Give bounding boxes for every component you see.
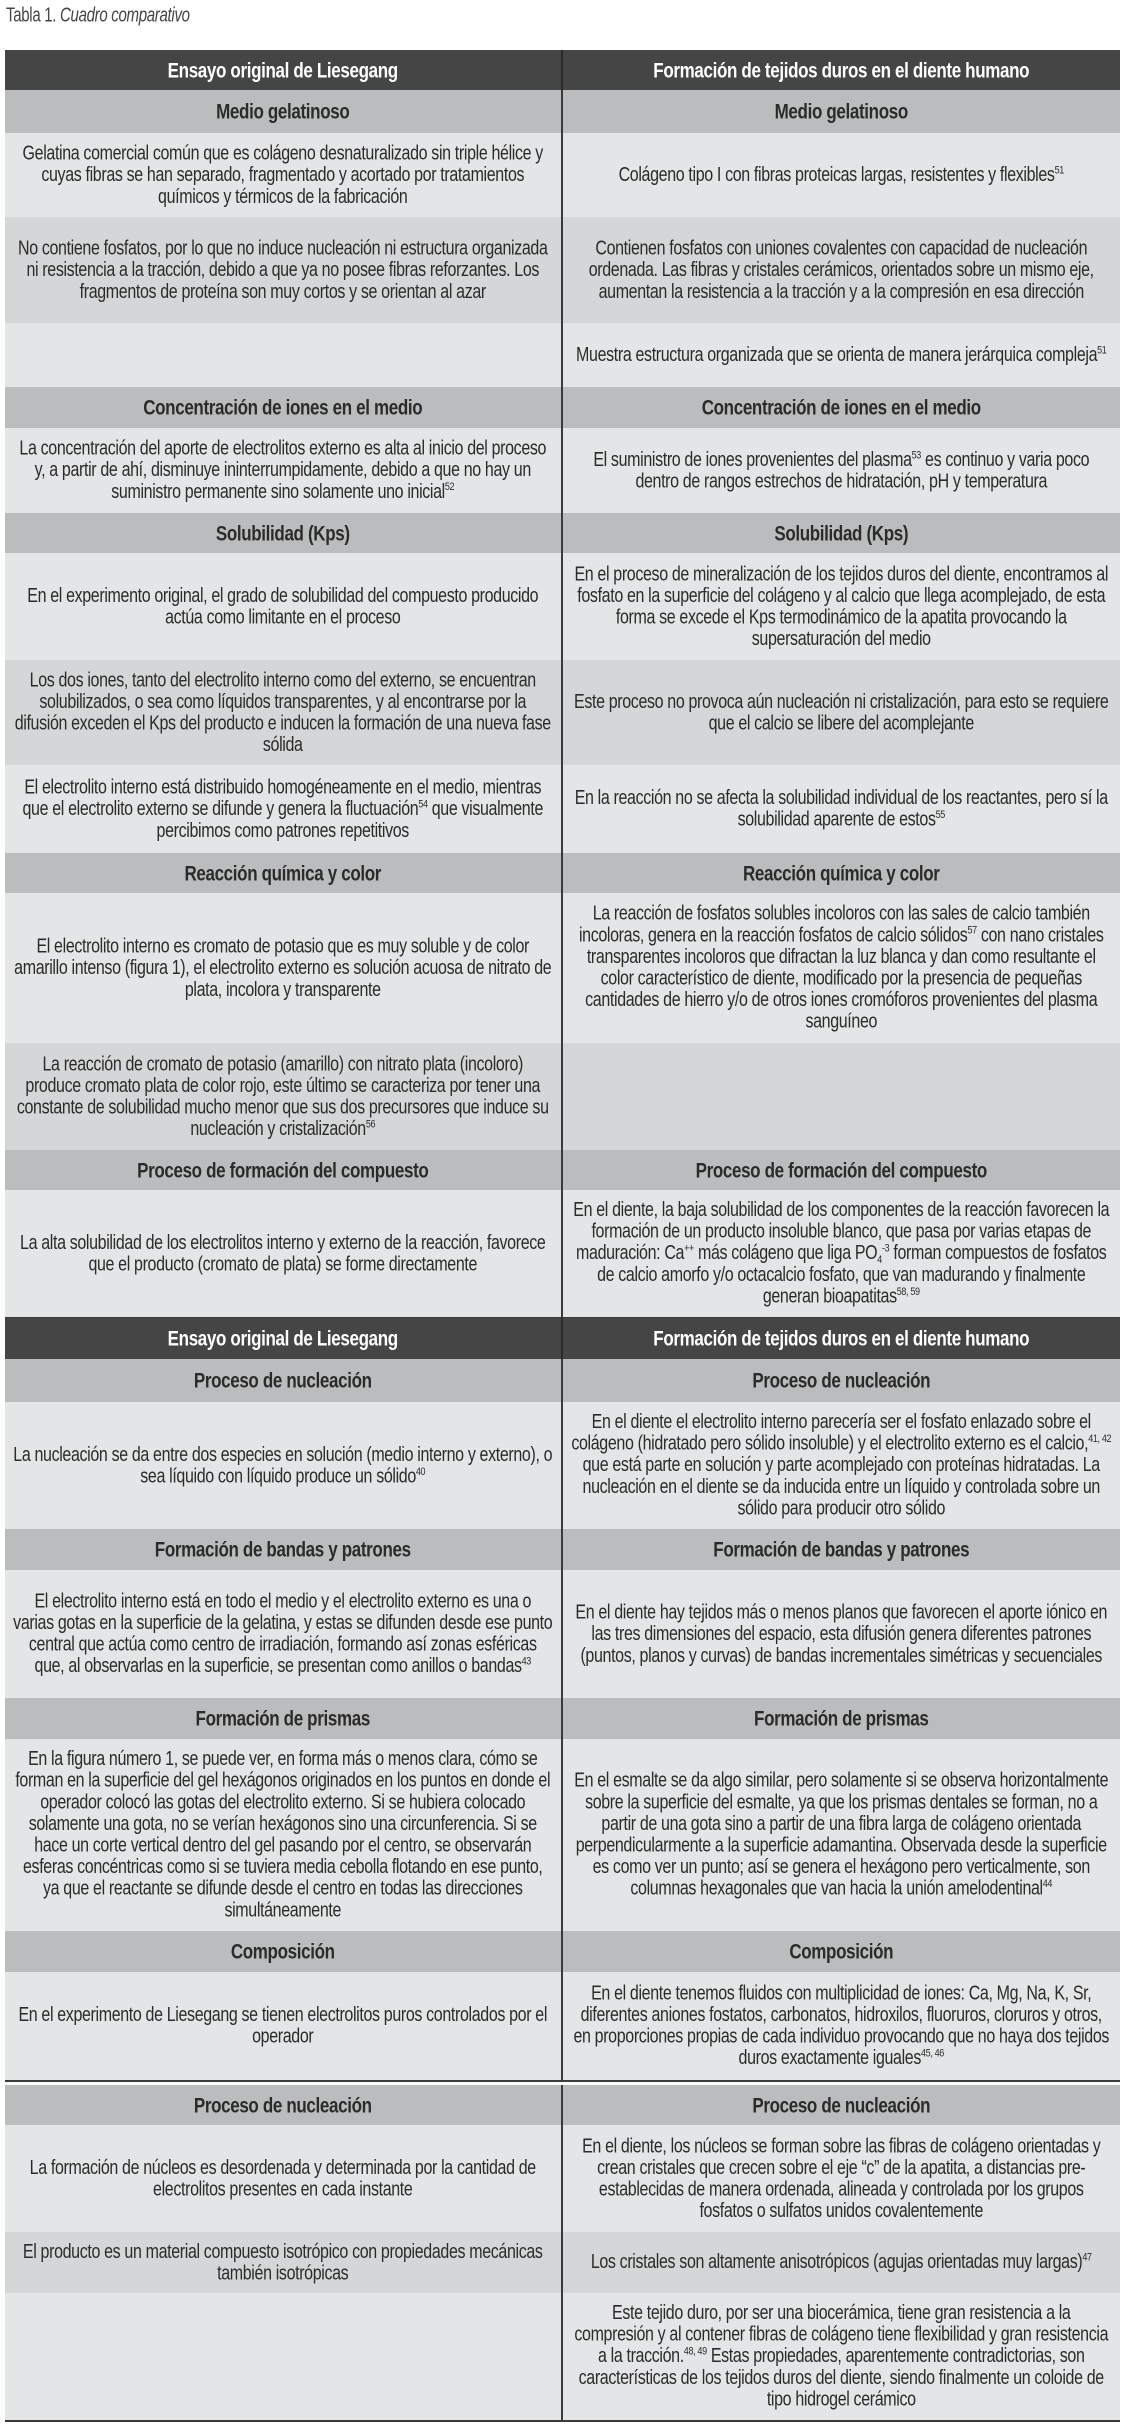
table-row [5,553,1120,660]
liesegang-cell [5,893,563,1043]
reference-superscript: 43 [521,1654,531,1668]
text-segment: Proceso de nucleación [193,2092,372,2118]
diente-cell [563,553,1121,660]
text-segment: Formación de tejidos duros en el diente humano [653,1326,1030,1351]
liesegang-cell [5,323,563,387]
reference-superscript: 56 [365,1116,376,1130]
cell-text [653,59,1029,81]
liesegang-cell [5,1698,563,1739]
text-segment: El electrolito interno es cromato de potasio que es muy soluble y de color amarillo intenso (figura 1), el electrolito externo es solución acuosa de nitrato de plata, incolora y transparente [14,935,552,1001]
table-row [5,428,1120,513]
table-row [5,2293,1120,2420]
text-segment: Gelatina comercial común que es colágeno desnaturalizado sin triple hélice y cuyas fibras se han separado, fragmentado y acortado por tratamientos químicos y térmicos de la fabricación [22,142,543,208]
liesegang-cell [5,1529,563,1570]
cell-text [231,1941,335,1963]
text-segment: El electrolito interno está distribuido homogéneamente en el medio, mientras que el electrolito externo se difunde y genera la fluctuación [22,776,542,820]
cell-text [155,1539,411,1561]
cell-text [216,522,350,544]
text-segment: Ensayo original de Liesegang [167,1326,398,1351]
cell-text [743,862,940,884]
cell-text [752,2094,930,2116]
cell-text [13,777,553,842]
text-segment: El suministro de iones provenientes del plasma [593,448,912,471]
table-caption [6,4,190,27]
category-row [5,513,1120,553]
text-segment: Proceso de formación del compuesto [695,1157,987,1183]
cell-text [13,669,553,755]
text-segment: En el diente el electrolito interno parecería ser el fosfato enlazado sobre el colágeno (hidratado pero sólido insoluble) y el electrolito externo es el calcio, [571,1411,1091,1455]
cell-text [774,522,908,544]
text-segment: Estas propiedades, aparentemente contradictorias, son características de los tejidos duros del diente, siendo finalmente un coloide de tipo hidrogel cerámico [578,2345,1104,2411]
cell-text [13,936,553,1001]
text-segment: En el diente, los núcleos se forman sobre las fibras de colágeno orientadas y crean cristales que crecen sobre el eje “c” de la apatita, a distancias pre-establecidas de manera ordenada, alineada y controlada por los grupos fosfatos o sulfatos unidos covalentemente [582,2135,1101,2222]
cell-text [591,2252,1092,2274]
cell-text [571,1200,1113,1308]
category-row [5,853,1120,893]
text-segment: Proceso de nucleación [752,1368,931,1393]
diente-cell [563,50,1121,90]
text-segment: Los cristales son altamente anisotrópicos (agujas orientadas muy largas) [590,2251,1083,2274]
diente-cell [563,323,1121,387]
diente-cell [563,387,1121,428]
text-segment: La nucleación se da entre dos especies en solución (medio interno y externo), o sea líquido con líquido produce un sólido [13,1443,553,1488]
liesegang-cell [5,1739,563,1931]
category-row [5,1931,1120,1972]
cell-text [775,101,908,123]
liesegang-cell [5,1190,563,1317]
text-segment: que visualmente percibimos como patrones repetitivos [156,798,543,842]
table-row [5,2125,1120,2232]
text-segment: En el proceso de mineralización de los tejidos duros del diente, encontramos al fosfato en la superficie del colágeno y al calcio que llega acomplejado, de esta forma se excede el Kps termodinámico de la apatita provocando la supersaturación del medio [574,563,1109,650]
table-row [5,765,1120,853]
diente-cell [563,853,1121,893]
cell-text [619,164,1064,186]
reference-superscript: 51 [1097,342,1107,356]
liesegang-cell [5,1150,563,1190]
text-segment: El producto es un material compuesto isotrópico con propiedades mecánicas también isotrópicas [22,2240,543,2285]
text-segment: Muestra estructura organizada que se orienta de manera jerárquica compleja [576,344,1098,366]
cell-text [571,238,1113,303]
text-segment: En el diente, la baja solubilidad de los componentes de la reacción favorecen la formación de un producto insoluble blanco, que pasa por varias etapas de maduración: Ca [573,1199,1110,1265]
text-segment: Formación de prismas [754,1706,929,1731]
diente-cell [563,1739,1121,1931]
cell-text [13,438,553,503]
cell-text [168,59,398,81]
text-segment: Formación de prismas [195,1706,370,1731]
text-segment: que está parte en solución y parte acomplejado con proteínas hidratadas. La nucleación en el diente se da inducida entre un líquido y controlada sobre un sólido para producir otro sólido [582,1454,1100,1520]
category-row [5,1698,1120,1739]
text-segment: No contiene fosfatos, por lo que no induce nucleación ni estructura organizada ni resistencia a la tracción, debido a que ya no posee fibras reforzantes. Los fragmentos de proteína son muy cortos y se orientan al azar [17,237,548,303]
cell-text [571,2303,1113,2411]
reference-superscript: 58, 59 [896,1284,920,1298]
liesegang-cell [5,1359,563,1402]
table-row [5,133,1120,217]
diente-cell [563,1529,1121,1570]
diente-cell [563,513,1121,553]
diente-cell [563,660,1121,765]
reference-superscript: 52 [444,480,455,493]
liesegang-cell [5,553,563,660]
text-segment: Composición [230,1939,335,1964]
reference-superscript: 40 [415,1464,426,1477]
diente-cell [563,1150,1121,1190]
table-header-row [5,1318,1120,1359]
cell-text [13,1749,553,1922]
cell-text [13,143,553,208]
cell-text [13,2241,553,2284]
reference-superscript: 54 [418,796,428,810]
cell-text [571,1770,1113,1900]
table-row [5,1972,1120,2080]
liesegang-cell [5,853,563,893]
category-row [5,2085,1120,2125]
table-section [5,1318,1120,2082]
cell-text [196,1708,370,1730]
liesegang-cell [5,2232,563,2293]
text-segment: Formación de bandas y patrones [713,1537,970,1562]
text-segment: La alta solubilidad de los electrolitos interno y externo de la reacción, favorece que el producto (cromato de plata) se forme directamente [20,1231,546,1276]
cell-text [571,2135,1113,2221]
reference-superscript: 57 [967,923,977,937]
text-segment: Concentración de iones en el medio [143,395,423,420]
text-segment: Reacción química y color [742,860,940,886]
text-segment: Solubilidad (Kps) [215,520,350,546]
text-segment: En el diente hay tejidos más o menos planos que favorecen el aporte iónico en las tres dimensiones del espacio, esta difusión genera diferentes patrones (puntos, planos y curvas) de bandas incrementales simétricas y secuenciales [575,1601,1108,1667]
text-segment: Proceso de nucleación [752,2092,931,2118]
cell-text [194,2094,372,2116]
diente-cell [563,2125,1121,2232]
text-segment: La reacción de cromato de potasio (amarillo) con nitrato plata (incoloro) produce cromato plata de color rojo, este último se caracteriza por tener una constante de solubilidad mucho menor que sus dos precursores que induce su nucleación y cristalización [16,1053,549,1140]
reference-superscript: -3 [881,1241,890,1255]
liesegang-cell [5,217,563,323]
table-row [5,217,1120,323]
cell-text [576,344,1106,366]
reference-superscript: 48, 49 [683,2344,707,2358]
cell-text [696,1159,987,1181]
text-segment: Ensayo original de Liesegang [167,57,398,83]
text-segment: En el experimento original, el grado de solubilidad del compuesto producido actúa como limitante en el proceso [27,584,539,629]
cell-text [184,862,381,884]
liesegang-cell [5,513,563,553]
cell-text [194,1370,372,1392]
table-row [5,1402,1120,1529]
liesegang-cell [5,1972,563,2080]
liesegang-cell [5,1318,563,1359]
liesegang-cell [5,1931,563,1972]
cell-text [571,1983,1113,2069]
table-row [5,2232,1120,2293]
diente-cell [563,217,1121,323]
table-row [5,1043,1120,1150]
text-segment: Formación de bandas y patrones [154,1537,411,1562]
cell-text [653,1328,1029,1350]
category-row [5,1529,1120,1570]
cell-text [571,1412,1113,1520]
table-row [5,1570,1120,1698]
reference-superscript: 53 [911,447,921,461]
subscript: 4 [877,1252,882,1266]
text-segment: La reacción de fosfatos solubles incoloros con las sales de calcio también incoloras, genera en la reacción fosfatos de calcio sólidos [578,903,1090,947]
reference-superscript: ++ [684,1241,694,1255]
diente-cell [563,1190,1121,1317]
liesegang-cell [5,1402,563,1529]
text-segment: forman compuestos de fosfatos de calcio amorfo y/o octacalcio fosfato, que van madurando y finalmente generan bioapatitas [597,1242,1107,1308]
reference-superscript: 41, 42 [1088,1431,1112,1445]
table-header-row [5,50,1120,90]
category-row [5,387,1120,428]
cell-text [13,238,553,303]
cell-text [571,563,1113,649]
text-segment: Concentración de iones en el medio [701,395,981,420]
cell-text [754,1708,928,1730]
cell-text [789,1941,893,1963]
liesegang-cell [5,660,563,765]
cell-text [13,585,553,628]
diente-cell [563,1972,1121,2080]
liesegang-cell [5,1043,563,1150]
text-segment: El electrolito interno está en todo el medio y el electrolito externo es una o varias gotas en la superficie de la gelatina, y estas se difunden desde ese punto central que actúa como centro de irradiación, formando así zonas esféricas que, al observarlas en la superficie, se presentan como anillos o bandas [13,1590,553,1678]
liesegang-cell [5,428,563,513]
cell-text [13,1232,553,1275]
cell-text [571,691,1113,734]
table-row [5,1190,1120,1317]
text-segment: La concentración del aporte de electrolitos externo es alta al inicio del proceso y, a partir de ahí, disminuye ininterrumpidamente, debido a que no hay un suministro permanente sino solamente uno inicial [19,438,547,503]
cell-text [571,1602,1113,1667]
liesegang-cell [5,1570,563,1698]
cell-text [13,1053,553,1139]
text-segment: Medio gelatinoso [216,99,350,124]
cell-text [168,1328,398,1350]
cell-text [216,101,349,123]
reference-superscript: 45, 46 [921,2046,944,2060]
cell-text [702,397,981,419]
text-segment: Composición [789,1939,894,1964]
diente-cell [563,2232,1121,2293]
cell-text [571,449,1113,492]
liesegang-cell [5,90,563,133]
cell-text [571,903,1113,1033]
diente-cell [563,1318,1121,1359]
text-segment: Contienen fosfatos con uniones covalentes con capacidad de nucleación ordenada. Las fibras y cristales cerámicos, orientados sobre un mismo eje, aumentan la resistencia a la tracción y a la compresión en esa dirección [588,237,1094,303]
text-segment: Medio gelatinoso [774,99,908,124]
cell-text [571,787,1113,830]
liesegang-cell [5,133,563,217]
cell-text [137,1159,428,1181]
text-segment: Proceso de nucleación [193,1368,372,1393]
text-segment: Este proceso no provoca aún nucleación ni cristalización, para esto se requiere que el calcio se libere del acomplejante [574,690,1109,735]
diente-cell [563,428,1121,513]
text-segment: Proceso de formación del compuesto [137,1157,429,1183]
diente-cell [563,1698,1121,1739]
diente-cell [563,765,1121,853]
category-row [5,1359,1120,1402]
cell-text [752,1370,930,1392]
text-segment: Reacción química y color [184,860,382,886]
text-segment: es continuo y varia poco dentro de rangos estrechos de hidratación, pH y temperatura [635,448,1090,493]
text-segment: En el experimento de Liesegang se tienen electrolitos puros controlados por el operador [18,2004,548,2048]
reference-superscript: 51 [1054,162,1064,176]
diente-cell [563,893,1121,1043]
text-segment: con nano cristales transparentes incoloros que difractan la luz blanca y dan como resultante el color característico de diente, modificado por la presencia de pequeñas cantidades de hierro y/o de otros iones cromóforos provenientes del plasma sanguíneo [585,924,1104,1033]
diente-cell [563,1043,1121,1150]
liesegang-cell [5,2293,563,2420]
table-row [5,1739,1120,1931]
diente-cell [563,90,1121,133]
category-row [5,90,1120,133]
cell-text [143,397,422,419]
reference-superscript: 55 [935,807,945,821]
text-segment: La formación de núcleos es desordenada y determinada por la cantidad de electrolitos presentes en cada instante [29,2156,536,2201]
category-row [5,1150,1120,1190]
table-row [5,660,1120,765]
table-row [5,323,1120,387]
cell-text [13,1444,553,1487]
text-segment: Solubilidad (Kps) [774,520,909,546]
diente-cell [563,2293,1121,2420]
text-segment: En el diente tenemos fluidos con multiplicidad de iones: Ca, Mg, Na, K, Sr, diferentes aniones fostatos, carbonatos, hidroxilos, fluoruros, cloruros y otros, en proporciones propias de cada individuo provocando que no haya dos tejidos duros exactamente iguales [573,1982,1110,2070]
text-segment: Este tejido duro, por ser una biocerámica, tiene gran resistencia a la compresión y al contener fibras de colágeno tiene flexibilidad y gran resistencia a la tracción. [574,2302,1109,2368]
cell-text [13,1591,553,1677]
text-segment: Formación de tejidos duros en el diente humano [653,57,1030,83]
text-segment: más colágeno que liga PO [693,1242,878,1265]
table-section [5,50,1120,1319]
diente-cell [563,133,1121,217]
diente-cell [563,1570,1121,1698]
text-segment: Colágeno tipo I con fibras proteicas largas, resistentes y flexibles [618,164,1055,186]
liesegang-cell [5,387,563,428]
liesegang-cell [5,2085,563,2125]
table-number: Tabla 1. [6,4,57,27]
text-segment: En la reacción no se afecta la solubilidad individual de los reactantes, pero sí la solubilidad aparente de estos [574,787,1108,831]
text-segment: En el esmalte se da algo similar, pero solamente si se observa horizontalmente sobre la superficie del esmalte, ya que los prismas dentales se forman, no a partir de una gota sino a partir de una fibra larga de colágeno orientada perpendicularmente a la superficie adamantina. Observada desde la superficie es como ver un punto; así se genera el hexágono pero verticalmente, son columnas hexagonales que van hacia la unión amelodentinal [574,1770,1109,1900]
diente-cell [563,2085,1121,2125]
table-row [5,893,1120,1043]
liesegang-cell [5,765,563,853]
text-segment: Los dos iones, tanto del electrolito interno como del externo, se encuentran solubilizados, o sea como líquidos transparentes, y al encontrarse por la difusión exceden el Kps del producto e inducen la formación de una nueva fase sólida [14,669,551,756]
cell-text [13,2004,553,2047]
diente-cell [563,1359,1121,1402]
diente-cell [563,1402,1121,1529]
table-title: Cuadro comparativo [60,4,190,27]
diente-cell [563,1931,1121,1972]
reference-superscript: 44 [1042,1876,1053,1890]
cell-text [13,2157,553,2200]
liesegang-cell [5,50,563,90]
text-segment: En la figura número 1, se puede ver, en forma más o menos clara, cómo se forman en la superficie del gel hexágonos originados en los puntos en donde el operador colocó las gotas del electrolito externo. Si se hubiera colocado solamente una gota, no se verían hexágonos sino una circunferencia. Si se hace un corte vertical dentro del gel pasando por el centro, se observarán esferas concéntricas como si se tuviera media cebolla flotando en ese punto, ya que el reactante se difunde desde el centro en todas las direcciones simultáneamente [15,1748,551,1922]
liesegang-cell [5,2125,563,2232]
table-section [5,2085,1120,2422]
reference-superscript: 47 [1082,2250,1092,2264]
cell-text [713,1539,969,1561]
